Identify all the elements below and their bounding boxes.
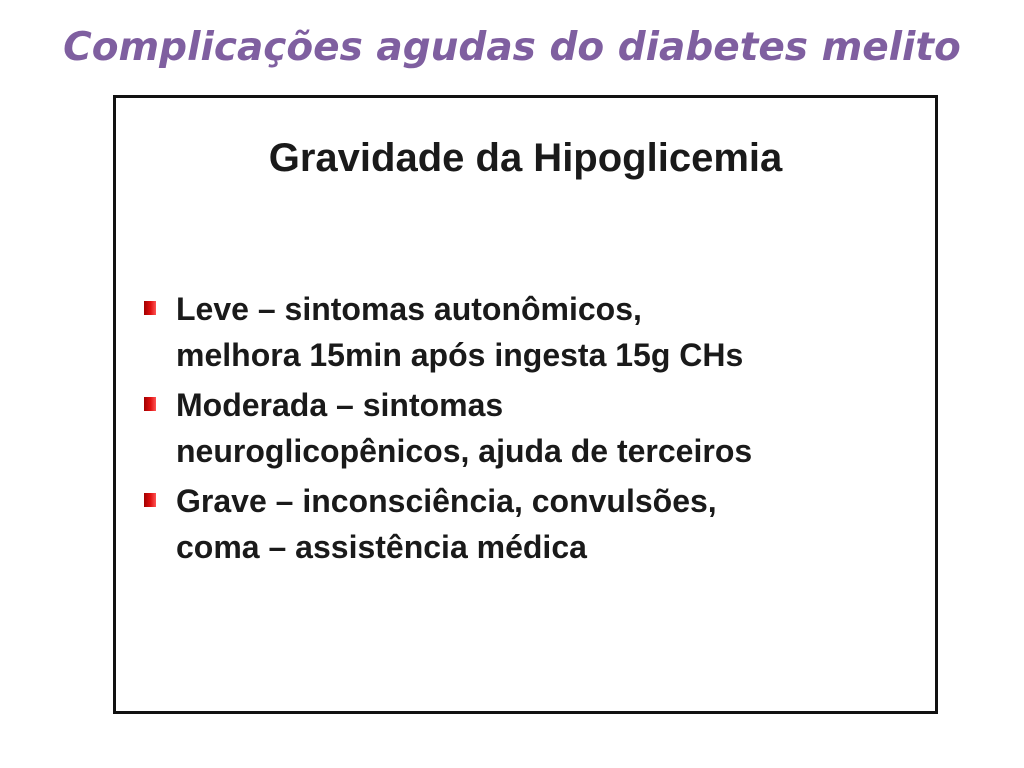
bullet-item-moderada xyxy=(144,382,914,474)
red-square-bullet-icon xyxy=(144,397,156,411)
bullet-line: neuroglicopênicos, ajuda de terceiros xyxy=(176,433,753,469)
red-square-bullet-icon xyxy=(144,493,156,507)
bullet-item-leve xyxy=(144,286,914,378)
slide-title: Complicações agudas do diabetes melito xyxy=(63,25,961,70)
bullet-line: Grave – inconsciência, convulsões, xyxy=(176,483,717,519)
bullet-line: melhora 15min após ingesta 15g CHs xyxy=(176,337,744,373)
red-square-bullet-icon xyxy=(144,301,156,315)
box-heading: Gravidade da Hipoglicemia xyxy=(268,136,783,180)
bullet-line: Leve – sintomas autonômicos, xyxy=(176,291,642,327)
bullet-item-grave xyxy=(144,478,914,570)
bullet-line: coma – assistência médica xyxy=(176,529,587,565)
content-box xyxy=(113,95,938,714)
bullet-list xyxy=(144,286,914,574)
bullet-line: Moderada – sintomas xyxy=(176,387,504,423)
